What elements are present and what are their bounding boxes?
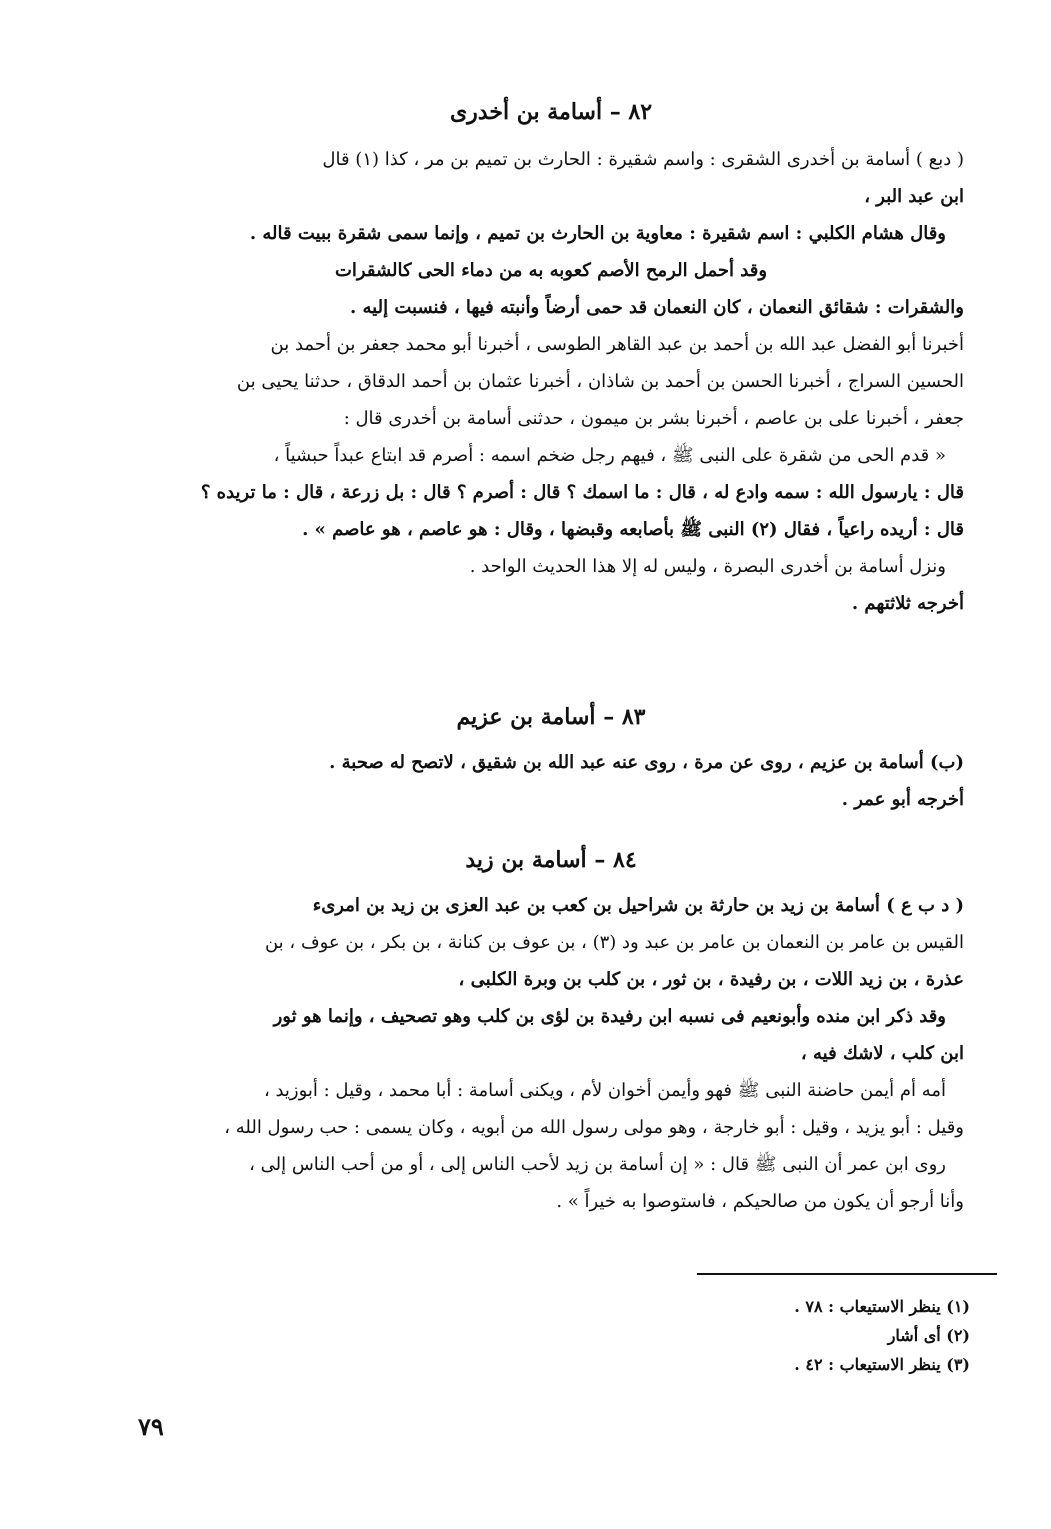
entry-84-heading: ٨٤ – أسامة بن زيد <box>465 847 637 873</box>
entry-82-heading: ٨٢ – أسامة بن أخدرى <box>449 99 653 125</box>
entry-84-line-3: عذرة ، بن زيد اللات ، بن رفيدة ، بن ثور ، بن كلب بن وبرة الكلبى ، <box>458 969 964 990</box>
entry-84-line-9: وأنا أرجو أن يكون من صالحيكم ، فاستوصوا به خيراً » . <box>556 1191 964 1212</box>
entry-82-line-7: جعفر ، أخبرنا على بن عاصم ، أخبرنا بشر بن ميمون ، حدثنى أسامة بن أخدرى قال : <box>343 408 964 429</box>
entry-83-line-2: أخرجه أبو عمر . <box>841 789 964 810</box>
footnote-1: (١) ينظر الاستيعاب : ٧٨ . <box>794 1297 970 1316</box>
footnote-divider <box>697 1273 997 1275</box>
entry-84-line-2: القيس بن عامر بن النعمان بن عامر بن عبد ود (٣) ، بن عوف بن كنانة ، بن بكر ، بن عوف ، بن <box>264 932 964 953</box>
entry-82-line-9: قال : يارسول الله : سمه وادع له ، قال : ما اسمك ؟ قال : أصرم ؟ قال : بل زرعة ، قال : ما تريده ؟ <box>200 482 964 503</box>
entry-82-line-6: الحسين السراج ، أخبرنا الحسن بن أحمد بن شاذان ، أخبرنا عثمان بن أحمد الدقاق ، حدثنا يحيى بن <box>236 371 964 392</box>
entry-82-line-1: ( دبع ) أسامة بن أخدرى الشقرى : واسم شقيرة : الحارث بن تميم بن مر ، كذا (١) قال <box>322 149 964 170</box>
footnotes <box>650 1292 970 1379</box>
entry-83-heading: ٨٣ – أسامة بن عزيم <box>456 704 646 730</box>
entry-82 <box>138 95 964 622</box>
entry-82-line-3: وقال هشام الكلبي : اسم شقيرة : معاوية بن الحارث بن تميم ، وإنما سمى شقرة ببيت قاله . <box>249 223 946 244</box>
entry-82-line-11: ونزل أسامة بن أخدرى البصرة ، وليس له إلا هذا الحديث الواحد . <box>469 556 946 577</box>
entry-82-line-5: أخبرنا أبو الفضل عبد الله بن أحمد بن عبد القاهر الطوسى ، أخبرنا أبو محمد جعفر بن أحمد بن <box>270 334 964 355</box>
entry-84-line-6: أمه أم أيمن حاضنة النبى ﷺ فهو وأيمن أخوان لأم ، ويكنى أسامة : أبا محمد ، وقيل : أبوزيد ، <box>263 1080 946 1101</box>
entry-82-line-2: ابن عبد البر ، <box>864 186 964 207</box>
page-number: ٧٩ <box>138 1412 164 1441</box>
entry-84 <box>138 843 964 1220</box>
entry-84-line-7: وقيل : أبو يزيد ، وقيل : أبو خارجة ، وهو مولى رسول الله من أبويه ، وكان يسمى : حب رسول الله ، <box>224 1117 964 1138</box>
entry-84-line-4: وقد ذكر ابن منده وأبونعيم فى نسبه ابن رفيدة بن لؤى بن كلب وهو تصحيف ، وإنما هو ثور <box>273 1006 946 1027</box>
entry-82-line-12: أخرجه ثلاثتهم . <box>851 593 964 614</box>
entry-82-line-4: والشقرات : شقائق النعمان ، كان النعمان قد حمى أرضاً وأنبته فيها ، فنسبت إليه . <box>350 297 964 318</box>
poetry-verse: وقد أحمل الرمح الأصم كعوبه به من دماء الحى كالشقرات <box>334 260 768 281</box>
entry-83 <box>138 700 964 818</box>
entry-84-line-1: ( د ب ع ) أسامة بن زيد بن حارثة بن شراحيل بن كعب بن عبد العزى بن زيد بن امرىء <box>312 895 964 916</box>
entry-82-line-8: « قدم الحى من شقرة على النبى ﷺ ، فيهم رجل ضخم اسمه : أصرم قد ابتاع عبداً حبشياً ، <box>273 445 946 466</box>
entry-83-line-1: (ب) أسامة بن عزيم ، روى عن مرة ، روى عنه عبد الله بن شقيق ، لاتصح له صحبة . <box>329 752 964 773</box>
footnote-3: (٣) ينظر الاستيعاب : ٤٢ . <box>794 1355 970 1374</box>
entry-82-line-10: قال : أريده راعياً ، فقال (٢) النبى ﷺ بأصابعه وقبضها ، وقال : هو عاصم ، هو عاصم » . <box>302 519 964 540</box>
entry-84-line-5: ابن كلب ، لاشك فيه ، <box>800 1043 964 1064</box>
footnote-2: (٢) أى أشار <box>887 1326 970 1345</box>
entry-84-line-8: روى ابن عمر أن النبى ﷺ قال : « إن أسامة بن زيد لأحب الناس إلى ، أو من أحب الناس إلى ، <box>249 1154 946 1175</box>
